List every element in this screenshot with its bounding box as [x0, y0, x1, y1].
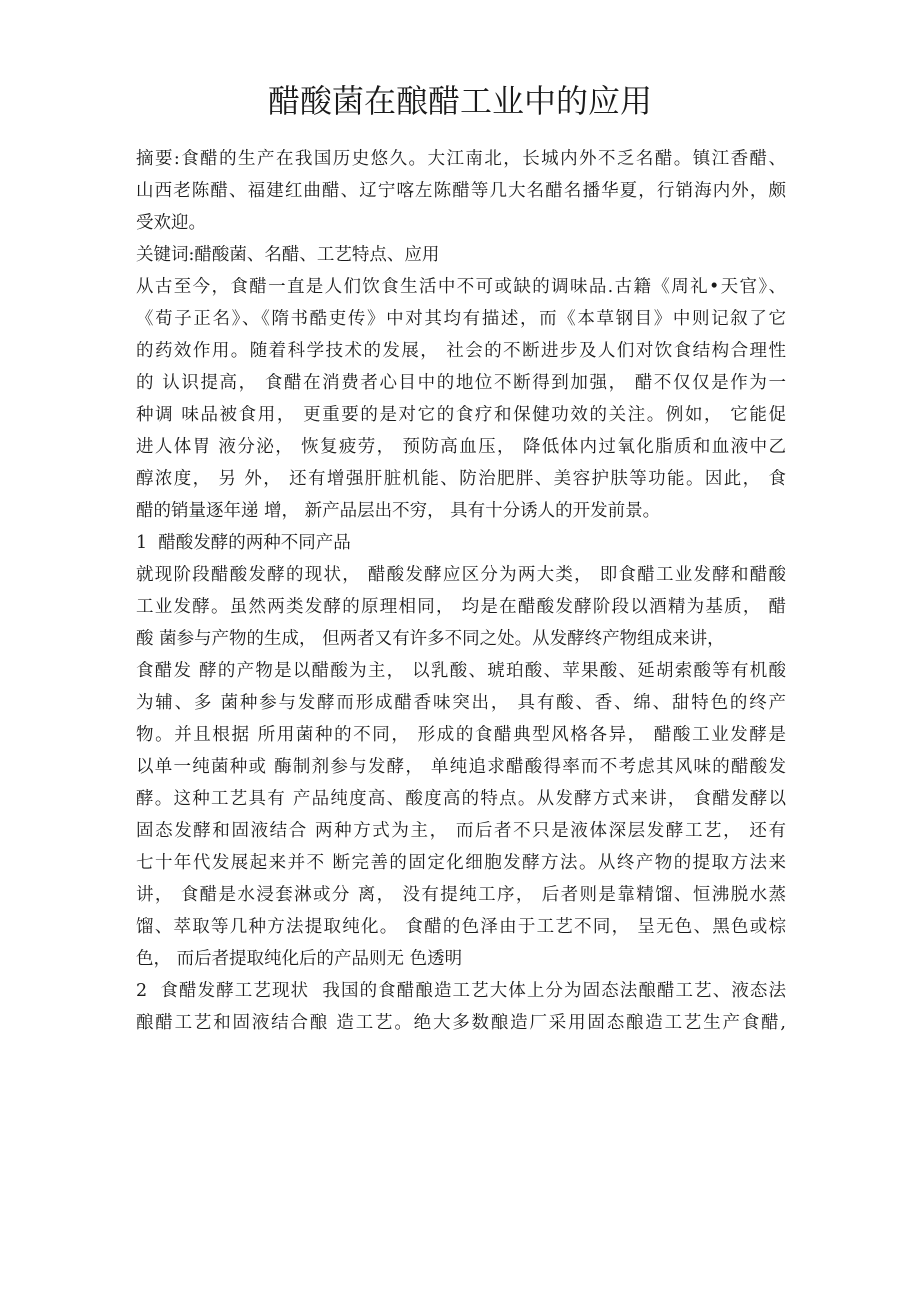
text-line: 色， 而后者提取纯化后的产品则无 色透明 [136, 949, 463, 969]
text-line: 酸 菌参与产物的生成， 但两者又有许多不同之处。从发酵终产物组成来讲， [136, 629, 725, 649]
text-line: 食醋发 酵的产物是以醋酸为主， 以乳酸、琥珀酸、苹果酸、延胡索酸等有机酸 [136, 661, 786, 681]
text-line: 工业发酵。虽然两类发酵的原理相同， 均是在醋酸发酵阶段以酒精为基质， 醋 [136, 597, 786, 617]
text-line: 的 认识提高， 食醋在消费者心目中的地位不断得到加强， 醋不仅仅是作为一 [136, 373, 786, 393]
text-line: 从古至今，食醋一直是人们饮食生活中不可或缺的调味品.古籍《周礼•天官》、 [136, 277, 786, 297]
document-body [136, 143, 786, 1039]
text-line: 馏、萃取等几种方法提取纯化。 食醋的色泽由于工艺不同， 呈无色、黑色或棕 [136, 917, 786, 937]
text-line: 进人体胃 液分泌， 恢复疲劳， 预防高血压， 降低体内过氧化脂质和血液中乙 [136, 437, 786, 457]
document-title: 醋酸菌在酿醋工业中的应用 [267, 82, 652, 120]
text-line: 酵。这种工艺具有 产品纯度高、酸度高的特点。从发酵方式来讲， 食醋发酵以 [136, 789, 786, 809]
text-line: 就现阶段醋酸发酵的现状， 醋酸发酵应区分为两大类， 即食醋工业发酵和醋酸 [136, 565, 786, 585]
text-line: 的药效作用。随着科学技术的发展， 社会的不断进步及人们对饮食结构合理性 [136, 341, 786, 361]
text-line: 2 食醋发酵工艺现状 我国的食醋酿造工艺大体上分为固态法酿醋工艺、液态法 [136, 981, 786, 1001]
text-line: 七十年代发展起来并不 断完善的固定化细胞发酵方法。从终产物的提取方法来 [136, 853, 786, 873]
text-line: 关键词:醋酸菌、名醋、工艺特点、应用 [136, 245, 440, 265]
text-line: 以单一纯菌种或 酶制剂参与发酵， 单纯追求醋酸得率而不考虑其风味的醋酸发 [136, 757, 786, 777]
text-line: 《荀子正名》、《隋书酷吏传》中对其均有描述，而《本草钢目》中则记叙了它 [136, 309, 786, 329]
text-line: 种调 味品被食用， 更重要的是对它的食疗和保健功效的关注。例如， 它能促 [136, 405, 786, 425]
text-line: 讲， 食醋是水浸套淋或分 离， 没有提纯工序， 后者则是靠精馏、恒沸脱水蒸 [136, 885, 786, 905]
text-line: 酿醋工艺和固液结合酿 造工艺。绝大多数酿造厂采用固态酿造工艺生产食醋, [136, 1013, 786, 1033]
text-line: 1 醋酸发酵的两种不同产品 [136, 533, 351, 553]
text-line: 为辅、多 菌种参与发酵而形成醋香味突出， 具有酸、香、绵、甜特色的终产 [136, 693, 786, 713]
text-line: 醋的销量逐年递 增， 新产品层出不穷， 具有十分诱人的开发前景。 [136, 501, 661, 521]
text-line: 山西老陈醋、福建红曲醋、辽宁喀左陈醋等几大名醋名播华夏，行销海内外，颇 [136, 181, 786, 201]
text-line: 固态发酵和固液结合 两种方式为主， 而后者不只是液体深层发酵工艺， 还有 [136, 821, 786, 841]
text-line: 摘要:食醋的生产在我国历史悠久。大江南北，长城内外不乏名醋。镇江香醋、 [136, 149, 786, 169]
text-line: 醇浓度， 另 外， 还有增强肝脏机能、防治肥胖、美容护肤等功能。因此， 食 [136, 469, 786, 489]
text-line: 物。并且根据 所用菌种的不同， 形成的食醋典型风格各异， 醋酸工业发酵是 [136, 725, 786, 745]
text-line: 受欢迎。 [136, 213, 206, 233]
